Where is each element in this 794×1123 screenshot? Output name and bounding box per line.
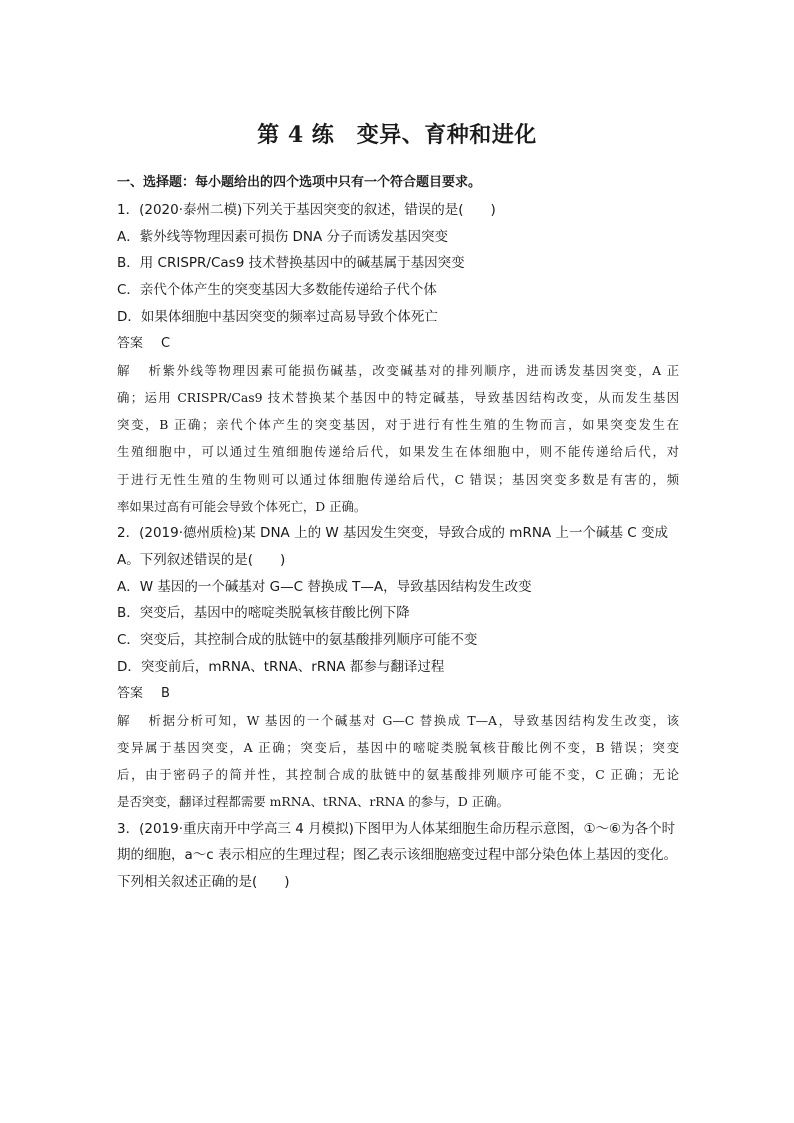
option-d: D．突变前后，mRNA、tRNA、rRNA 都参与翻译过程 [117, 658, 445, 675]
explanation-line: 是否突变，翻译过程都需要 mRNA、tRNA、rRNA 的参与，D 正确。 [117, 794, 509, 810]
explanation-line: 解析据分析可知，W 基因的一个碱基对 G—C 替换成 T—A，导致基因结构发生改变，该 [117, 707, 679, 734]
question-2 [117, 520, 679, 816]
page-title: 第 4 练 变异、育种和进化 [257, 122, 537, 148]
explanation-line: 后，由于密码子的简并性，其控制合成的肽链中的氨基酸排列顺序可能不变，C 正确；无论 [117, 767, 679, 783]
explanation-line: 确；运用 CRISPR/Cas9 技术替换某个基因中的特定碱基，导致基因结构改变，从而发生基因 [117, 389, 679, 405]
answer-row [117, 681, 679, 707]
answer-value: B [161, 685, 170, 701]
question-stem: 3．(2019·重庆南开中学高三 4 月模拟)下图甲为人体某细胞生命历程示意图，①～⑥为各个时 [117, 820, 676, 837]
option-c: C．亲代个体产生的突变基因大多数能传递给子代个体 [117, 282, 437, 299]
option-a: A．紫外线等物理因素可损伤 DNA 分子而诱发基因突变 [117, 228, 449, 245]
section-heading: 一、选择题：每小题给出的四个选项中只有一个符合题目要求。 [117, 175, 482, 190]
question-1 [117, 197, 679, 520]
question-stem: 下列相关叙述正确的是( ) [117, 874, 290, 891]
explanation [117, 357, 679, 520]
explanation-line: 生殖细胞中，可以通过生殖细胞传递给后代，如果发生在体细胞中，则不能传递给后代，对 [117, 444, 679, 460]
option-c: C．突变后，其控制合成的肽链中的氨基酸排列顺序可能不变 [117, 632, 478, 649]
question-stem: 1．(2020·泰州二模)下列关于基因突变的叙述，错误的是( ) [117, 201, 496, 218]
option-b: B．突变后，基因中的嘧啶类脱氧核苷酸比例下降 [117, 605, 410, 622]
option-d: D．如果体细胞中基因突变的频率过高易导致个体死亡 [117, 308, 438, 325]
option-b: B．用 CRISPR/Cas9 技术替换基因中的碱基属于基因突变 [117, 255, 465, 272]
explanation-line: 于进行无性生殖的生物则可以通过体细胞传递给后代，C 错误；基因突变多数是有害的，频 [117, 471, 679, 487]
explanation-label: 解析 [117, 362, 161, 378]
question-stem: A。下列叙述错误的是( ) [117, 551, 286, 568]
question-stem: 期的细胞，a～c 表示相应的生理过程；图乙表示该细胞癌变过程中部分染色体上基因的变化。 [117, 847, 677, 864]
explanation [117, 707, 679, 816]
explanation-line: 变异属于基因突变，A 正确；突变后，基因中的嘧啶类脱氧核苷酸比例不变，B 错误；突变 [117, 739, 679, 755]
answer-label: 答案 [117, 335, 144, 351]
answer-row [117, 331, 679, 357]
explanation-line: 解析紫外线等物理因素可能损伤碱基，改变碱基对的排列顺序，进而诱发基因突变，A 正 [117, 357, 679, 384]
explanation-label: 解析 [117, 712, 161, 728]
question-stem: 2．(2019·德州质检)某 DNA 上的 W 基因发生突变，导致合成的 mRNA 上一个碱基 C 变成 [117, 525, 668, 541]
answer-label: 答案 [117, 685, 144, 701]
answer-value: C [161, 335, 171, 351]
option-a: A．W 基因的一个碱基对 G—C 替换成 T—A，导致基因结构发生改变 [117, 578, 532, 595]
question-3 [117, 816, 679, 896]
exercise-content [117, 170, 679, 896]
explanation-line: 率如果过高有可能会导致个体死亡，D 正确。 [117, 498, 367, 514]
explanation-line: 突变，B 正确；亲代个体产生的突变基因，对于进行有性生殖的生物而言，如果突变发生在 [117, 417, 679, 433]
